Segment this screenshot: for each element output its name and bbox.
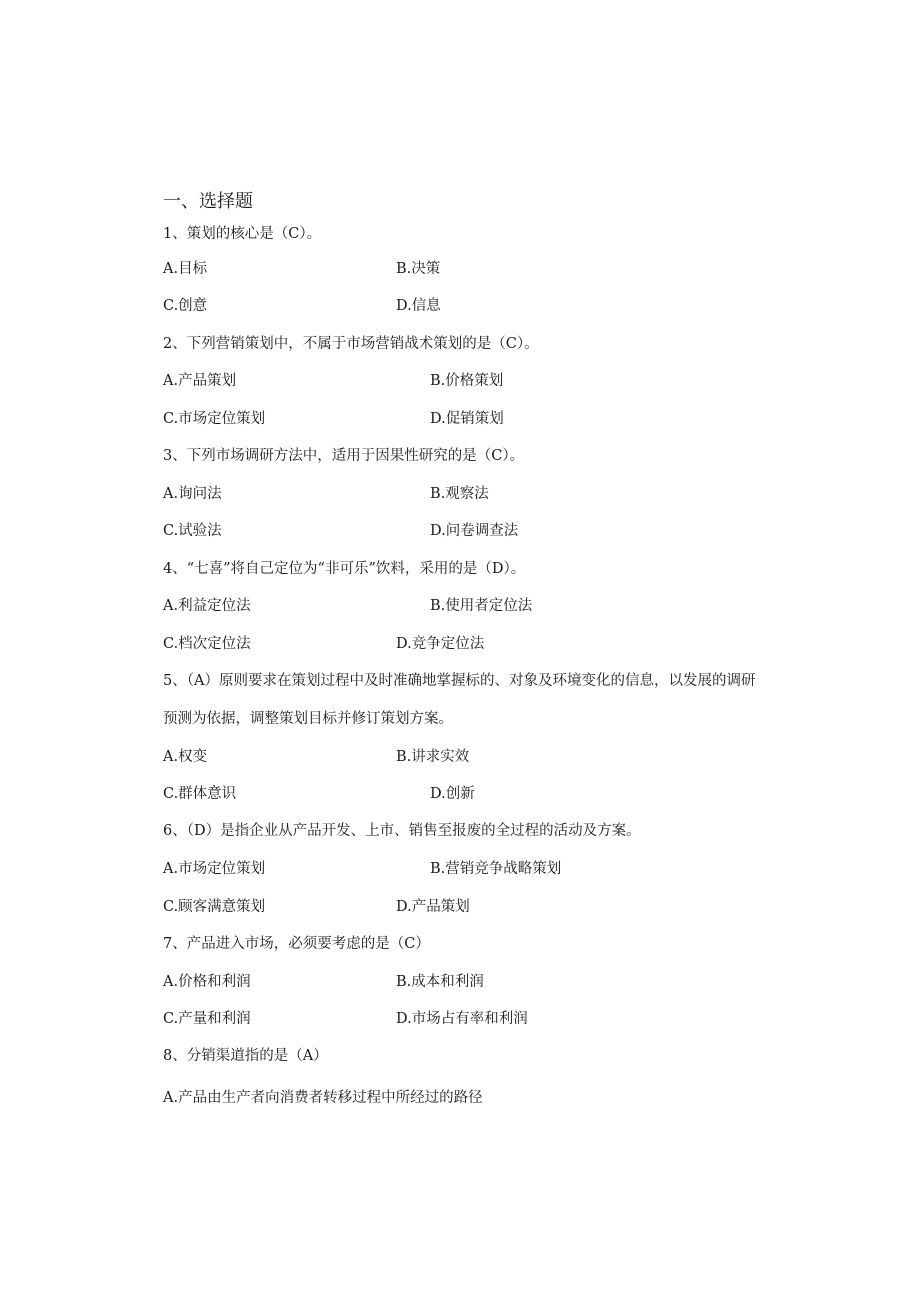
question-stem: 6、（D）是指企业从产品开发、上市、销售至报废的全过程的活动及方案。: [163, 823, 641, 839]
option-d: D.产品策划: [396, 899, 470, 915]
option-c: C.市场定位策划: [163, 411, 266, 427]
option-a: A.询问法: [163, 486, 222, 502]
option-a: A.权变: [163, 749, 208, 765]
question-stem-continued: 预测为依据，调整策划目标并修订策划方案。: [163, 711, 453, 727]
option-a: A.市场定位策划: [163, 861, 266, 877]
option-c: C.档次定位法: [163, 636, 251, 652]
option-a: A.利益定位法: [163, 598, 251, 614]
option-c: C.顾客满意策划: [163, 899, 266, 915]
option-b: B.观察法: [430, 486, 489, 502]
option-c: C.创意: [163, 298, 208, 314]
option-b: B.价格策划: [430, 373, 504, 389]
question-stem: 3、下列市场调研方法中，适用于因果性研究的是（C）。: [163, 448, 525, 464]
question-stem: 7、产品进入市场，必须要考虑的是（C）: [163, 936, 430, 952]
section-title: 一、选择题: [163, 191, 253, 212]
option-b: B.成本和利润: [396, 974, 484, 990]
option-b: B.讲求实效: [396, 749, 470, 765]
option-a: A.产品由生产者向消费者转移过程中所经过的路径: [163, 1090, 483, 1106]
question-stem: 4、“七喜”将自己定位为“非可乐”饮料，采用的是（D）。: [163, 561, 526, 577]
option-d: D.问卷调查法: [430, 523, 519, 539]
option-b: B.使用者定位法: [430, 598, 533, 614]
option-b: B.决策: [396, 261, 441, 277]
question-stem: 1、策划的核心是（C）。: [163, 226, 322, 242]
option-c: C.产量和利润: [163, 1011, 251, 1027]
question-stem: 8、分销渠道指的是（A）: [163, 1048, 328, 1064]
option-d: D.创新: [430, 786, 475, 802]
option-c: C.群体意识: [163, 786, 237, 802]
option-a: A.产品策划: [163, 373, 237, 389]
option-d: D.促销策划: [430, 411, 504, 427]
option-c: C.试验法: [163, 523, 222, 539]
option-b: B.营销竞争战略策划: [430, 861, 562, 877]
option-a: A.价格和利润: [163, 974, 251, 990]
question-stem: 5、（A）原则要求在策划过程中及时准确地掌握标的、对象及环境变化的信息，以发展的调研: [163, 673, 756, 689]
option-d: D.市场占有率和利润: [396, 1011, 528, 1027]
option-a: A.目标: [163, 261, 208, 277]
option-d: D.竞争定位法: [396, 636, 485, 652]
option-d: D.信息: [396, 298, 441, 314]
question-stem: 2、下列营销策划中，不属于市场营销战术策划的是（C）。: [163, 336, 539, 352]
